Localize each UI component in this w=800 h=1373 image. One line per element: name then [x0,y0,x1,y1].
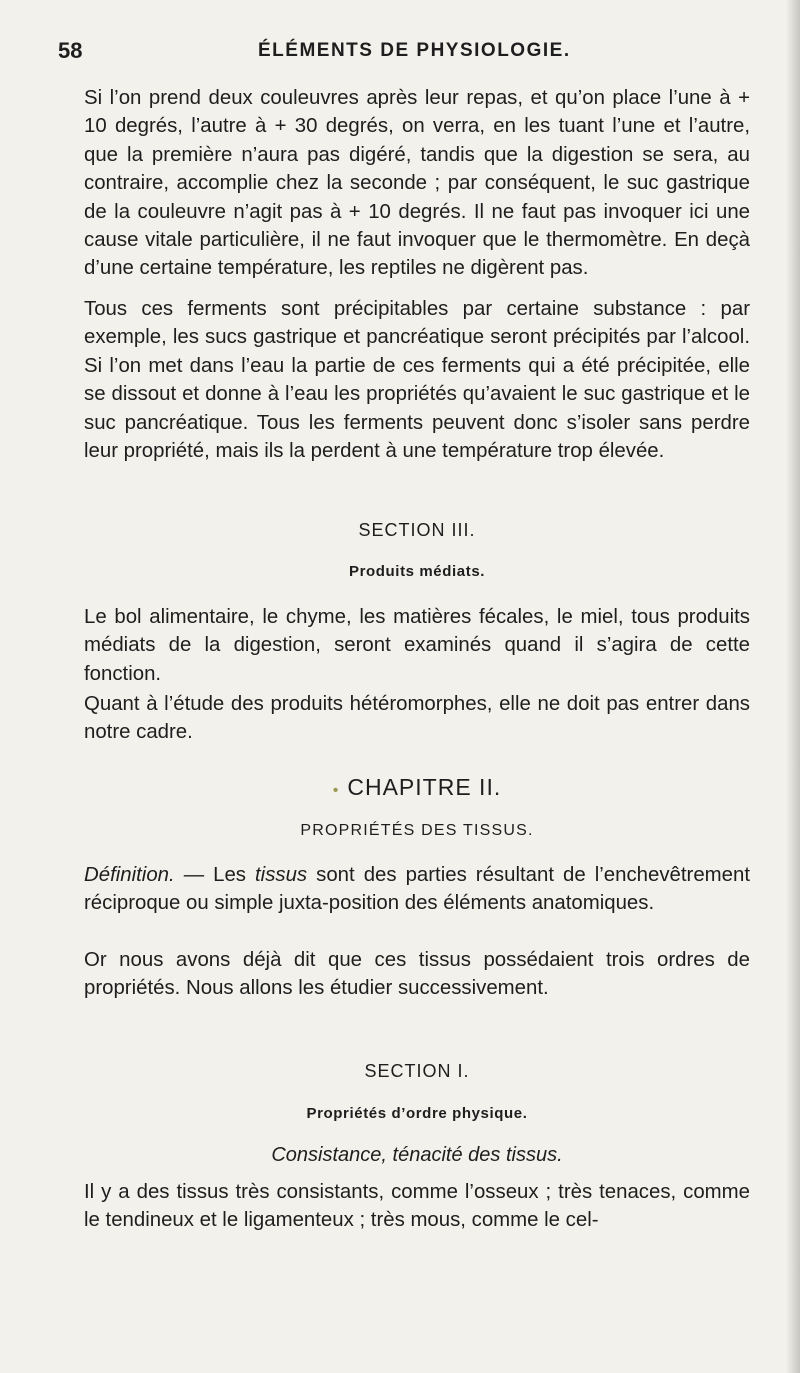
paragraph-ferments [84,295,750,465]
section-3-subtitle: Produits médiats. [348,563,486,580]
section-3-title: SECTION III. [358,520,476,540]
paragraph-text: Si l’on prend deux couleuvres après leur repas, et qu’on place l’une à + 10 degrés, l’autre à + 30 degrés, on verra, en les tuant l’une et l’autre, que la première n’aura pas digéré, tandis que la digestion se sera, au contraire, accomplie chez la seconde ; par conséquent, le suc gastrique de la couleuvre n’agit pas à + 10 degrés. Il ne faut pas invoquer ici une cause vitale particulière, il ne faut invoquer que le thermomètre. En deçà d’une certaine température, les reptiles ne digèrent pas. [84,87,750,280]
subheading-consistance: Consistance, ténacité des tissus. [271,1144,563,1166]
page-number: 58 [58,38,83,63]
paragraph-text: Quant à l’étude des produits hétéromorphes, elle ne doit pas entrer dans notre cadre. [84,693,750,744]
definition-dash: — Les [174,864,255,886]
paragraph-heteromorphes [84,690,750,747]
paragraph-text: Or nous avons déjà dit que ces tissus possédaient trois ordres de propriétés. Nous allons les étudier successivement. [84,949,750,1000]
running-head: ÉLÉMENTS DE PHYSIOLOGIE. [258,40,571,61]
paragraph-tissus-consistants [84,1178,750,1235]
printer-dot-icon: • [332,782,340,799]
paragraph-text: Il y a des tissus très consistants, comme l’osseux ; très tenaces, comme le tendineux et le ligamenteux ; très mous, comme le cel- [84,1181,750,1232]
paragraph-definition [84,861,750,918]
chapter-title-row [84,774,750,801]
paragraph-trois-ordres [84,946,750,1003]
page-edge-shadow [786,0,800,1373]
page-header [58,38,748,68]
definition-body: sont des parties résultant de l’enchevêtrement réciproque ou simple juxta-position des éléments anatomiques. [84,864,750,915]
paragraph-produits-mediats [84,603,750,688]
section-1-title: SECTION I. [364,1061,470,1081]
paragraph-text: Le bol alimentaire, le chyme, les matières fécales, le miel, tous produits médiats de la digestion, seront examinés quand il s’agira de cette fonction. [84,606,750,685]
section-1-subtitle: Propriétés d’ordre physique. [306,1105,528,1122]
paragraph-text: Tous ces ferments sont précipitables par certaine substance : par exemple, les sucs gastrique et pancréatique seront précipités par l’alcool. Si l’on met dans l’eau la partie de ces ferments qui a été précipitée, elle se dissout et donne à l’eau les propriétés qu’avaient le suc gastrique et le suc pancréatique. Tous les ferments peuvent donc s’isoler sans perdre leur propriété, mais ils la perdent à une température trop élevée. [84,298,750,463]
definition-term: tissus [255,864,308,886]
paragraph-couleuvres [84,84,750,283]
paragraph-text [84,861,750,918]
chapter-title: CHAPITRE II. [347,774,502,800]
chapter-subtitle: PROPRIÉTÉS DES TISSUS. [300,822,534,839]
definition-lead: Définition. [84,864,175,886]
